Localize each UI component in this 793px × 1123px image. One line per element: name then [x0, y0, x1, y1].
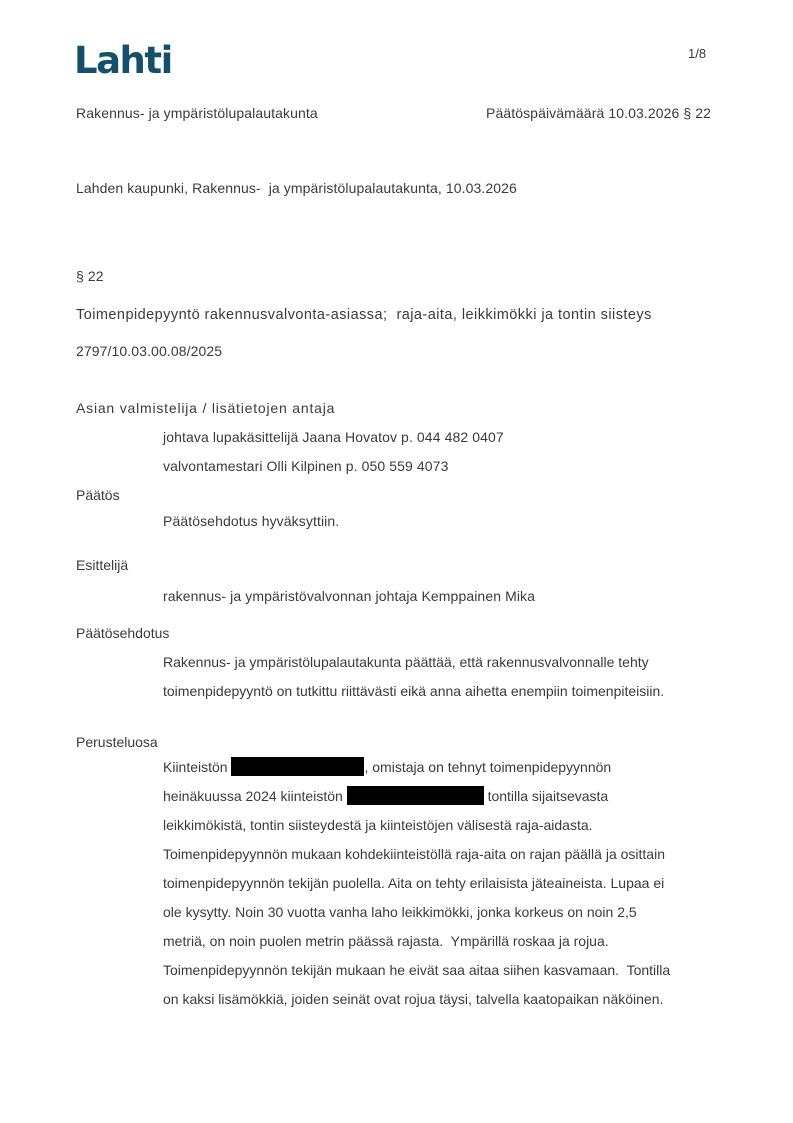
preparer-contact-1: johtava lupakäsittelijä Jaana Hovatov p. 044 482 0407 [163, 429, 504, 445]
section-mark: § 22 [76, 268, 104, 284]
lahti-logo: Lahti [74, 39, 172, 82]
justification-line2-suffix: tontilla sijaitsevasta [483, 788, 609, 804]
organization-line: Lahden kaupunki, Rakennus- ja ympäristölupalautakunta, 10.03.2026 [76, 180, 517, 196]
proposal-paragraph [163, 648, 664, 706]
redaction-box [347, 786, 484, 805]
committee-name: Rakennus- ja ympäristölupalautakunta [76, 105, 318, 121]
justification-line: ole kysytty. Noin 30 vuotta vanha laho leikkimökki, jonka korkeus on noin 2,5 [163, 904, 637, 920]
presenter-heading: Esittelijä [76, 557, 129, 573]
page-number: 1/8 [688, 46, 707, 61]
justification-line1-suffix: , omistaja on tehnyt toimenpidepyynnön [364, 759, 612, 775]
decision-body: Päätösehdotus hyväksyttiin. [163, 513, 340, 529]
preparer-heading: Asian valmistelija / lisätietojen antaja [76, 400, 336, 416]
decision-heading: Päätös [76, 487, 120, 503]
presenter-body: rakennus- ja ympäristövalvonnan johtaja Kemppainen Mika [163, 588, 536, 604]
preparer-contact-2: valvontamestari Olli Kilpinen p. 050 559 4073 [163, 458, 449, 474]
justification-line: on kaksi lisämökkiä, joiden seinät ovat rojua täysi, talvella kaatopaikan näköinen. [163, 991, 664, 1007]
justification-line: toimenpidepyynnön tekijän puolella. Aita on tehty erilaisista jäteaineista. Lupaa ei [163, 875, 665, 891]
decision-date: Päätöspäivämäärä 10.03.2026 § 22 [486, 105, 712, 121]
proposal-heading: Päätösehdotus [76, 625, 170, 641]
proposal-line: Rakennus- ja ympäristölupalautakunta päättää, että rakennusvalvonnalle tehty [163, 654, 649, 670]
justification-line: Toimenpidepyynnön mukaan kohdekiinteistöllä raja-aita on rajan päällä ja osittain [163, 846, 665, 862]
justification-paragraph [163, 753, 670, 1014]
justification-line-redacted [163, 753, 670, 782]
document-title: Toimenpidepyyntö rakennusvalvonta-asiassa; raja-aita, leikkimökki ja tontin siisteys [76, 307, 652, 323]
redaction-box [231, 757, 364, 776]
justification-line: leikkimökistä, tontin siisteydestä ja kiinteistöjen välisestä raja-aidasta. [163, 817, 593, 833]
justification-line2-prefix: heinäkuussa 2024 kiinteistön [163, 788, 347, 804]
justification-line-redacted [163, 782, 670, 811]
proposal-line: toimenpidepyyntö on tutkittu riittävästi eikä anna aihetta enempiin toimenpiteisiin. [163, 683, 665, 699]
justification-line1-prefix: Kiinteistön [163, 759, 232, 775]
justification-line: metriä, on noin puolen metrin päässä rajasta. Ympärillä roskaa ja rojua. [163, 933, 609, 949]
diary-number: 2797/10.03.00.08/2025 [76, 343, 223, 359]
justification-heading: Perusteluosa [76, 734, 158, 750]
justification-line: Toimenpidepyynnön tekijän mukaan he eivät saa aitaa siihen kasvamaan. Tontilla [163, 962, 671, 978]
